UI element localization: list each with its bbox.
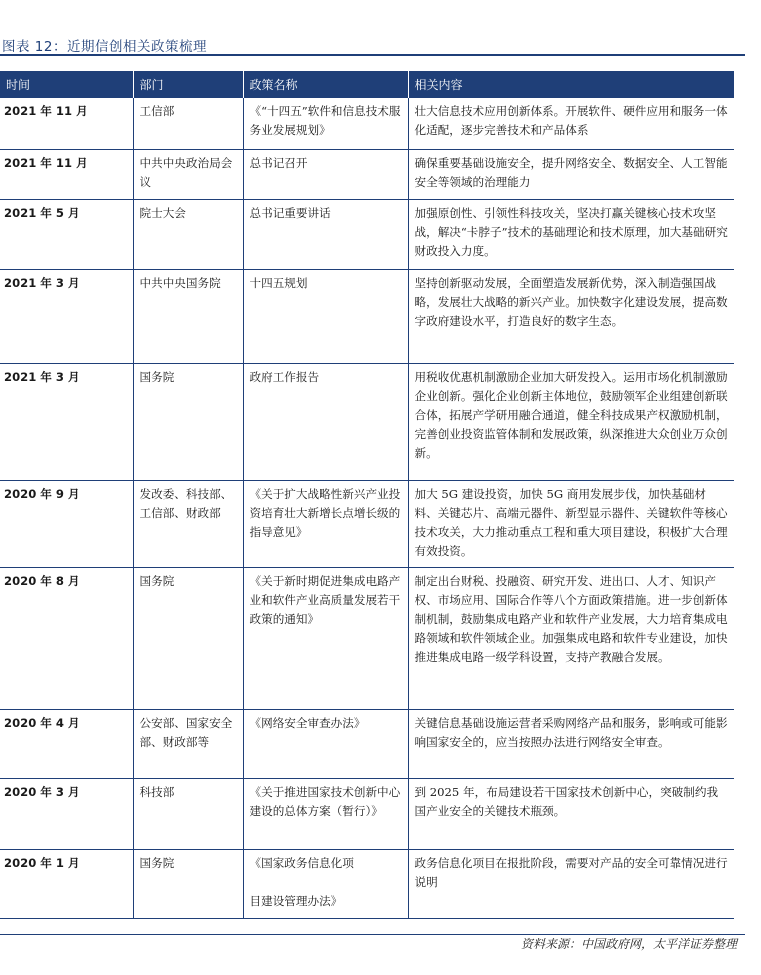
cell-dept: 国务院 (133, 567, 243, 709)
cell-policy: 《国家政务信息化项 目建设管理办法》 (243, 849, 408, 918)
table-row (0, 363, 734, 480)
table-header-row (0, 71, 734, 98)
cell-content: 确保重要基础设施安全，提升网络安全、数据安全、人工智能安全等领域的治理能力 (408, 149, 734, 199)
cell-policy: 总书记重要讲话 (243, 199, 408, 269)
figure-title: 图表 12：近期信创相关政策梳理 (2, 39, 207, 55)
cell-policy: 《关于推进国家技术创新中心建设的总体方案（暂行）》 (243, 778, 408, 849)
figure-title-bar (0, 32, 745, 56)
table-row (0, 199, 734, 269)
cell-time: 2020 年 4 月 (0, 709, 133, 778)
header-policy: 政策名称 (243, 71, 408, 98)
cell-policy: 政府工作报告 (243, 363, 408, 480)
cell-time: 2020 年 1 月 (0, 849, 133, 918)
header-dept: 部门 (133, 71, 243, 98)
cell-dept: 公安部、国家安全部、财政部等 (133, 709, 243, 778)
table-row (0, 149, 734, 199)
table-row (0, 98, 734, 149)
cell-content: 制定出台财税、投融资、研究开发、进出口、人才、知识产权、市场应用、国际合作等八个方面政策措施。进一步创新体制机制，鼓励集成电路产业和软件产业发展，大力培育集成电路领域和软件领域企业。加强集成电路和软件专业建设，加快推进集成电路一级学科设置，支持产教融合发展。 (408, 567, 734, 709)
cell-time: 2021 年 3 月 (0, 363, 133, 480)
cell-content: 政务信息化项目在报批阶段，需要对产品的安全可靠情况进行说明 (408, 849, 734, 918)
cell-policy: 《“十四五”软件和信息技术服务业发展规划》 (243, 98, 408, 149)
cell-time: 2020 年 9 月 (0, 480, 133, 567)
policy-table (0, 71, 734, 919)
cell-content: 用税收优惠机制激励企业加大研发投入。运用市场化机制激励企业创新。强化企业创新主体地位，鼓励领军企业组建创新联合体，拓展产学研用融合通道，健全科技成果产权激励机制，完善创业投资监管体制和发展政策，纵深推进大众创业万众创新。 (408, 363, 734, 480)
cell-dept: 工信部 (133, 98, 243, 149)
cell-content: 加大 5G 建设投资，加快 5G 商用发展步伐，加快基础材料、关键芯片、高端元器件、新型显示器件、关键软件等核心技术攻关，大力推动重点工程和重大项目建设，积极扩大合理有效投资。 (408, 480, 734, 567)
cell-policy: 《关于新时期促进集成电路产业和软件产业高质量发展若干政策的通知》 (243, 567, 408, 709)
table-row (0, 849, 734, 918)
cell-content: 壮大信息技术应用创新体系。开展软件、硬件应用和服务一体化适配，逐步完善技术和产品体系 (408, 98, 734, 149)
cell-time: 2021 年 5 月 (0, 199, 133, 269)
table-row (0, 480, 734, 567)
cell-policy: 《网络安全审查办法》 (243, 709, 408, 778)
table-row (0, 269, 734, 363)
header-content: 相关内容 (408, 71, 734, 98)
cell-time: 2021 年 11 月 (0, 149, 133, 199)
cell-content: 坚持创新驱动发展，全面塑造发展新优势，深入制造强国战略，发展壮大战略的新兴产业。加快数字化建设发展，提高数字政府建设水平，打造良好的数字生态。 (408, 269, 734, 363)
cell-policy: 《关于扩大战略性新兴产业投资培育壮大新增长点增长级的指导意见》 (243, 480, 408, 567)
cell-policy: 十四五规划 (243, 269, 408, 363)
cell-time: 2021 年 3 月 (0, 269, 133, 363)
cell-dept: 科技部 (133, 778, 243, 849)
cell-dept: 国务院 (133, 363, 243, 480)
cell-policy: 总书记召开 (243, 149, 408, 199)
cell-content: 到 2025 年，布局建设若干国家技术创新中心，突破制约我国产业安全的关键技术瓶颈。 (408, 778, 734, 849)
cell-dept: 国务院 (133, 849, 243, 918)
table-row (0, 567, 734, 709)
cell-content: 关键信息基础设施运营者采购网络产品和服务，影响或可能影响国家安全的，应当按照办法进行网络安全审查。 (408, 709, 734, 778)
table-row (0, 709, 734, 778)
cell-dept: 中共中央政治局会议 (133, 149, 243, 199)
cell-time: 2021 年 11 月 (0, 98, 133, 149)
table-row (0, 778, 734, 849)
cell-content: 加强原创性、引领性科技攻关，坚决打赢关键核心技术攻坚战，解决“卡脖子”技术的基础理论和技术原理，加大基础研究财政投入力度。 (408, 199, 734, 269)
cell-dept: 中共中央国务院 (133, 269, 243, 363)
cell-dept: 院士大会 (133, 199, 243, 269)
cell-time: 2020 年 8 月 (0, 567, 133, 709)
cell-time: 2020 年 3 月 (0, 778, 133, 849)
cell-dept: 发改委、科技部、工信部、财政部 (133, 480, 243, 567)
header-time: 时间 (0, 71, 133, 98)
source-note: 资料来源：中国政府网，太平洋证券整理 (520, 937, 737, 951)
